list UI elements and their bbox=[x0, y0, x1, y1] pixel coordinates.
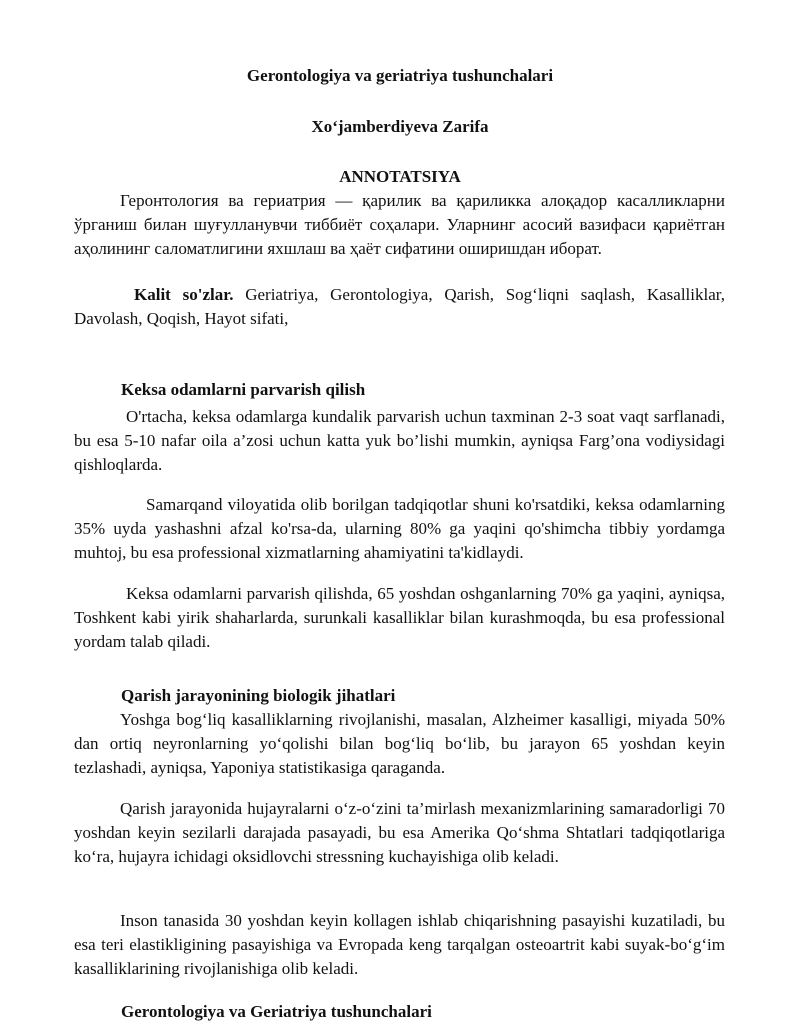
annotation-heading: ANNOTATSIYA bbox=[339, 167, 461, 186]
section-heading-concepts: Gerontologiya va Geriatriya tushunchalari bbox=[121, 1002, 432, 1021]
keywords-paragraph bbox=[74, 283, 725, 331]
section-biology-paragraph-1: Yoshga bog‘liq kasalliklarning rivojlanishi, masalan, Alzheimer kasalligi, miyada 50% dan ortiq neyronlarning yo‘qolishi bilan bog‘liq bo‘lib, bu jarayon 65 yoshdan keyin tezlashadi, ayniqsa, Yaponiya statistikasiga qaraganda. bbox=[74, 710, 725, 777]
section-biology-paragraph-3: Inson tanasida 30 yoshdan keyin kollagen ishlab chiqarishning pasayishi kuzatiladi, bu esa teri elastikligining pasayishiga va Evropada keng tarqalgan osteoartrit kabi suyak-bo‘g‘im kasalliklarining rivojlanishiga olib keladi. bbox=[74, 911, 725, 978]
document-title: Gerontologiya va geriatriya tushunchalari bbox=[246, 66, 554, 85]
section-care-paragraph-1: O'rtacha, keksa odamlarga kundalik parvarish uchun taxminan 2-3 soat vaqt sarflanadi, bu esa 5-10 nafar oila a’zosi uchun katta yuk bo’lishi mumkin, ayniqsa Farg’ona vodiysidagi qishloqlarda. bbox=[74, 407, 725, 474]
section-care-paragraph-3: Keksa odamlarni parvarish qilishda, 65 yoshdan oshganlarning 70% ga yaqini, ayniqsa, Toshkent kabi yirik shaharlarda, surunkali kasalliklar bilan kurashmoqda, bu esa professional yordam talab qiladi. bbox=[74, 584, 725, 651]
annotation-paragraph: Геронтология ва гериатрия — қарилик ва қариликка алоқадор касалликларни ўрганиш билан шуғулланувчи тиббиёт соҳалари. Уларнинг асосий вазифаси қариётган аҳолининг саломатлигини яхшлаш ва ҳаёт сифатини оширишдан иборат. bbox=[74, 191, 725, 258]
section-heading-biology: Qarish jarayonining biologik jihatlari bbox=[121, 686, 396, 705]
keywords-label: Kalit so'zlar. bbox=[134, 285, 234, 304]
section-heading-care: Keksa odamlarni parvarish qilish bbox=[121, 380, 366, 399]
document-author: Xo‘jamberdiyeva Zarifa bbox=[311, 117, 489, 136]
section-care-paragraph-2: Samarqand viloyatida olib borilgan tadqiqotlar shuni ko'rsatdiki, keksa odamlarning 35% uyda yashashni afzal ko'rsa-da, ularning 80% ga yaqini qo'shimcha tibbiy yordamga muhtoj, bu esa professional xizmatlarning ahamiyatini ta'kidlaydi. bbox=[74, 495, 725, 562]
section-biology-paragraph-2: Qarish jarayonida hujayralarni o‘z-o‘zini ta’mirlash mexanizmlarining samaradorligi 70 yoshdan keyin sezilarli darajada pasayadi, bu esa Amerika Qo‘shma Shtatlari tadqiqotlariga ko‘ra, hujayra ichidagi oksidlovchi stressning kuchayishiga olib keladi. bbox=[74, 799, 725, 866]
keywords-list: Geriatriya, Gerontologiya, Qarish, Sog‘liqni saqlash, Kasalliklar, Davolash, Qoqish, Hayot sifati, bbox=[74, 285, 725, 328]
